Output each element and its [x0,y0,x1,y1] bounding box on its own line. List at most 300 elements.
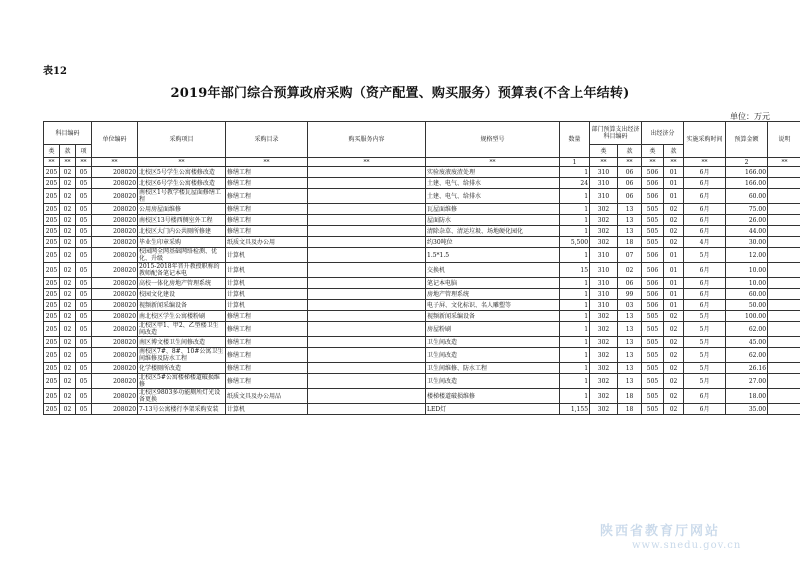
cell-kuan: 02 [60,322,76,337]
cell-xiang: 05 [76,226,92,237]
table-row [44,237,800,248]
cell-time: 5月 [684,248,726,263]
cell-note [768,263,800,278]
cell-note [768,189,800,204]
cell-spec: 土建、电气、给排水 [426,189,560,204]
cell-project: 北校区5#公寓楼梯楼道破损维修 [138,374,226,389]
cell-note [768,248,800,263]
cell-e1: 310 [590,300,618,311]
cell-project: 2015-2018年晋升教授职称的教师配备笔记本电 [138,263,226,278]
marker-cell: ** [44,158,60,167]
cell-unit: 208020 [92,204,138,215]
cell-catalog: 计算机 [226,289,308,300]
cell-e2: 13 [618,226,642,237]
cell-e4: 02 [664,363,684,374]
cell-time: 6月 [684,389,726,404]
header-exit-econ: 出经济分 [642,122,684,145]
cell-lei: 205 [44,322,60,337]
marker-cell: ** [590,158,618,167]
cell-e4: 02 [664,374,684,389]
cell-unit: 208020 [92,322,138,337]
cell-catalog: 纸质文具及办公用品 [226,389,308,404]
cell-e1: 310 [590,278,618,289]
cell-amount: 18.00 [726,389,768,404]
cell-e3: 505 [642,337,664,348]
cell-e4: 01 [664,300,684,311]
cell-xiang: 05 [76,278,92,289]
cell-service [308,300,426,311]
cell-xiang: 05 [76,237,92,248]
header-kuan: 款 [60,145,76,158]
cell-e4: 02 [664,226,684,237]
cell-note [768,204,800,215]
cell-service [308,322,426,337]
cell-kuan: 02 [60,248,76,263]
cell-e1: 310 [590,263,618,278]
header-exit-lei: 类 [642,145,664,158]
cell-lei: 205 [44,289,60,300]
cell-service [308,289,426,300]
cell-e2: 18 [618,389,642,404]
cell-kuan: 02 [60,263,76,278]
cell-e2: 13 [618,374,642,389]
unit-label: 单位：万元 [730,112,770,121]
cell-service [308,278,426,289]
cell-xiang: 05 [76,215,92,226]
cell-project: 北校区甲1、甲2、乙型楼卫生间改造 [138,322,226,337]
header-exit-kuan: 款 [664,145,684,158]
cell-time: 5月 [684,363,726,374]
header-unit-code: 单位编码 [92,122,138,158]
cell-xiang: 05 [76,263,92,278]
cell-service [308,374,426,389]
cell-e2: 02 [618,263,642,278]
cell-e3: 505 [642,348,664,363]
cell-e4: 02 [664,311,684,322]
cell-service [308,248,426,263]
cell-amount: 10.00 [726,263,768,278]
cell-amount: 35.00 [726,404,768,415]
cell-unit: 208020 [92,337,138,348]
cell-e3: 506 [642,289,664,300]
cell-service [308,363,426,374]
header-catalog: 采购目录 [226,122,308,158]
cell-e2: 18 [618,404,642,415]
cell-qty: 15 [560,263,590,278]
cell-e3: 505 [642,322,664,337]
cell-amount: 62.00 [726,348,768,363]
cell-time: 5月 [684,311,726,322]
cell-note [768,289,800,300]
cell-e4: 02 [664,404,684,415]
cell-time: 6月 [684,263,726,278]
table-row [44,263,800,278]
cell-kuan: 02 [60,289,76,300]
marker-cell: ** [226,158,308,167]
cell-qty: 1 [560,204,590,215]
cell-time: 5月 [684,374,726,389]
cell-catalog: 计算机 [226,300,308,311]
cell-unit: 208020 [92,289,138,300]
cell-note [768,374,800,389]
table-row [44,289,800,300]
cell-qty: 1 [560,311,590,322]
marker-cell: ** [60,158,76,167]
cell-unit: 208020 [92,404,138,415]
cell-e2: 13 [618,363,642,374]
cell-time: 6月 [684,300,726,311]
cell-service [308,237,426,248]
cell-e1: 302 [590,215,618,226]
table-row [44,389,800,404]
header-amount: 预算金额 [726,122,768,158]
cell-e1: 302 [590,389,618,404]
cell-e4: 02 [664,389,684,404]
cell-amount: 166.00 [726,167,768,178]
cell-catalog: 计算机 [226,248,308,263]
cell-unit: 208020 [92,300,138,311]
cell-time: 6月 [684,289,726,300]
cell-amount: 166.00 [726,178,768,189]
marker-cell: 2 [726,158,768,167]
header-note: 说明 [768,122,800,158]
header-service: 购买服务内容 [308,122,426,158]
cell-time: 5月 [684,322,726,337]
cell-amount: 50.00 [726,300,768,311]
cell-e4: 01 [664,178,684,189]
cell-time: 6月 [684,178,726,189]
cell-kuan: 02 [60,226,76,237]
cell-amount: 26.16 [726,363,768,374]
cell-e2: 13 [618,322,642,337]
cell-spec: 实验废液废渣处理 [426,167,560,178]
cell-spec: 卫生间改造 [426,337,560,348]
cell-e3: 505 [642,389,664,404]
cell-lei: 205 [44,348,60,363]
cell-time: 6月 [684,215,726,226]
cell-e4: 02 [664,237,684,248]
cell-service [308,337,426,348]
cell-unit: 208020 [92,215,138,226]
cell-lei: 205 [44,263,60,278]
cell-project: 北校区9803多功能厕所灯光设备更换 [138,389,226,404]
cell-e3: 506 [642,300,664,311]
cell-e3: 506 [642,278,664,289]
cell-e2: 18 [618,237,642,248]
cell-service [308,178,426,189]
cell-catalog: 修缮工程 [226,311,308,322]
cell-e3: 506 [642,189,664,204]
cell-lei: 205 [44,189,60,204]
cell-unit: 208020 [92,348,138,363]
cell-kuan: 02 [60,278,76,289]
cell-service [308,348,426,363]
cell-xiang: 05 [76,348,92,363]
cell-unit: 208020 [92,248,138,263]
cell-time: 6月 [684,189,726,204]
cell-note [768,337,800,348]
cell-project: 视频新闻采编设备 [138,300,226,311]
cell-catalog: 修缮工程 [226,204,308,215]
cell-e3: 505 [642,311,664,322]
document-id: 表12 [43,66,67,77]
cell-lei: 205 [44,226,60,237]
header-dept-econ: 部门预算支出经济科目编码 [590,122,642,145]
cell-note [768,311,800,322]
header-spec: 规格型号 [426,122,560,158]
cell-lei: 205 [44,215,60,226]
cell-e1: 302 [590,404,618,415]
cell-spec: 清除杂草、清运垃圾、场地硬化园化 [426,226,560,237]
cell-xiang: 05 [76,248,92,263]
cell-project: 7-13号公寓楼行李架采购安装 [138,404,226,415]
cell-catalog: 计算机 [226,278,308,289]
header-lei: 类 [44,145,60,158]
cell-e2: 13 [618,215,642,226]
table-row [44,226,800,237]
page-title: 2019年部门综合预算政府采购（资产配置、购买服务）预算表(不含上年结转) [170,86,630,101]
cell-unit: 208020 [92,389,138,404]
cell-e2: 07 [618,248,642,263]
cell-e4: 01 [664,167,684,178]
cell-amount: 100.00 [726,311,768,322]
cell-lei: 205 [44,311,60,322]
cell-note [768,363,800,374]
cell-e1: 302 [590,363,618,374]
cell-time: 6月 [684,404,726,415]
cell-note [768,278,800,289]
cell-unit: 208020 [92,178,138,189]
table-row [44,322,800,337]
cell-project: 毕业生印章采购 [138,237,226,248]
cell-qty: 1 [560,322,590,337]
cell-time: 6月 [684,204,726,215]
cell-e3: 506 [642,248,664,263]
cell-lei: 205 [44,374,60,389]
cell-e3: 505 [642,215,664,226]
marker-cell: ** [768,158,800,167]
cell-project: 北校区6号学生公寓楼修改造 [138,178,226,189]
table-row [44,204,800,215]
cell-e2: 13 [618,311,642,322]
table-row [44,215,800,226]
cell-e1: 310 [590,248,618,263]
cell-e4: 02 [664,204,684,215]
cell-e1: 302 [590,204,618,215]
cell-unit: 208020 [92,278,138,289]
header-dept-kuan: 款 [618,145,642,158]
cell-kuan: 02 [60,337,76,348]
cell-e1: 302 [590,322,618,337]
cell-e3: 505 [642,226,664,237]
cell-e1: 310 [590,189,618,204]
cell-e3: 506 [642,263,664,278]
cell-kuan: 02 [60,374,76,389]
header-xiang: 项 [76,145,92,158]
cell-spec: 卫生间改造 [426,348,560,363]
cell-time: 5月 [684,337,726,348]
cell-amount: 62.00 [726,322,768,337]
cell-qty: 1 [560,337,590,348]
cell-lei: 205 [44,167,60,178]
cell-e2: 13 [618,348,642,363]
cell-e4: 01 [664,189,684,204]
cell-spec: 笔记本电脑 [426,278,560,289]
cell-time: 4月 [684,237,726,248]
cell-unit: 208020 [92,167,138,178]
cell-spec: 瓦屋面维修 [426,204,560,215]
cell-note [768,404,800,415]
cell-qty: 1 [560,248,590,263]
cell-amount: 75.00 [726,204,768,215]
cell-kuan: 02 [60,167,76,178]
cell-catalog: 修缮工程 [226,215,308,226]
cell-amount: 10.00 [726,278,768,289]
cell-kuan: 02 [60,300,76,311]
table-row [44,278,800,289]
cell-qty: 1 [560,300,590,311]
cell-qty: 1 [560,348,590,363]
cell-e1: 310 [590,178,618,189]
cell-amount: 27.00 [726,374,768,389]
cell-qty: 1 [560,374,590,389]
cell-unit: 208020 [92,363,138,374]
marker-cell: ** [426,158,560,167]
cell-lei: 205 [44,404,60,415]
cell-xiang: 05 [76,300,92,311]
cell-kuan: 02 [60,178,76,189]
cell-kuan: 02 [60,204,76,215]
cell-service [308,263,426,278]
table-body [44,158,800,415]
table-row [44,178,800,189]
cell-amount: 60.00 [726,189,768,204]
cell-qty: 1 [560,289,590,300]
cell-e2: 06 [618,278,642,289]
cell-qty: 24 [560,178,590,189]
cell-project: 高校一体化房地产管理系统 [138,278,226,289]
cell-e4: 01 [664,278,684,289]
marker-cell: ** [138,158,226,167]
cell-project: 化学楼厕所改造 [138,363,226,374]
cell-catalog: 修缮工程 [226,337,308,348]
cell-unit: 208020 [92,311,138,322]
table-row [44,404,800,415]
cell-note [768,178,800,189]
cell-lei: 205 [44,337,60,348]
cell-e3: 505 [642,374,664,389]
cell-lei: 205 [44,389,60,404]
cell-kuan: 02 [60,363,76,374]
header-row-1 [44,122,800,145]
cell-qty: 1,155 [560,404,590,415]
cell-qty: 1 [560,167,590,178]
marker-cell: ** [76,158,92,167]
cell-qty: 1 [560,215,590,226]
table-row [44,311,800,322]
cell-catalog: 修缮工程 [226,167,308,178]
cell-qty: 1 [560,189,590,204]
cell-xiang: 05 [76,374,92,389]
header-project: 采购项目 [138,122,226,158]
cell-unit: 208020 [92,374,138,389]
cell-xiang: 05 [76,167,92,178]
cell-catalog: 修缮工程 [226,178,308,189]
cell-spec: 卫生间维修、防水工程 [426,363,560,374]
cell-kuan: 02 [60,189,76,204]
cell-lei: 205 [44,300,60,311]
cell-xiang: 05 [76,189,92,204]
cell-kuan: 02 [60,348,76,363]
cell-lei: 205 [44,363,60,374]
cell-spec: 视频新闻采编设备 [426,311,560,322]
cell-amount: 45.00 [726,337,768,348]
cell-amount: 26.00 [726,215,768,226]
table-row [44,337,800,348]
cell-e1: 302 [590,237,618,248]
cell-xiang: 05 [76,404,92,415]
cell-e4: 01 [664,263,684,278]
cell-amount: 44.00 [726,226,768,237]
cell-spec: 交换机 [426,263,560,278]
cell-spec: 房屋粉刷 [426,322,560,337]
cell-unit: 208020 [92,226,138,237]
cell-qty: 1 [560,363,590,374]
cell-e1: 302 [590,374,618,389]
cell-xiang: 05 [76,322,92,337]
cell-e4: 02 [664,348,684,363]
watermark-url: www.snedu.gov.cn [632,540,742,551]
cell-xiang: 05 [76,337,92,348]
cell-catalog: 修缮工程 [226,348,308,363]
cell-e2: 13 [618,204,642,215]
cell-e3: 505 [642,404,664,415]
cell-xiang: 05 [76,389,92,404]
cell-spec: 约30吨位 [426,237,560,248]
cell-e4: 02 [664,215,684,226]
cell-qty: 1 [560,389,590,404]
cell-e4: 01 [664,289,684,300]
cell-e4: 02 [664,337,684,348]
cell-note [768,348,800,363]
cell-lei: 205 [44,178,60,189]
cell-qty: 5,500 [560,237,590,248]
cell-spec: 房地产管理系统 [426,289,560,300]
cell-catalog: 修缮工程 [226,189,308,204]
cell-e1: 302 [590,337,618,348]
cell-kuan: 02 [60,215,76,226]
marker-cell: ** [642,158,664,167]
header-quantity: 数量 [560,122,590,158]
cell-xiang: 05 [76,311,92,322]
cell-note [768,215,800,226]
cell-spec: 楼梯楼道破损维修 [426,389,560,404]
cell-e2: 03 [618,300,642,311]
cell-qty: 1 [560,278,590,289]
cell-e3: 505 [642,204,664,215]
cell-lei: 205 [44,204,60,215]
cell-e2: 06 [618,189,642,204]
cell-service [308,215,426,226]
cell-service [308,226,426,237]
cell-project: 南校区13号楼西侧室外工程 [138,215,226,226]
cell-e2: 06 [618,167,642,178]
cell-qty: 1 [560,226,590,237]
cell-project: 校园文化建设 [138,289,226,300]
watermark: 陕西省教育厅网站 [600,524,721,539]
cell-note [768,322,800,337]
cell-amount: 60.00 [726,289,768,300]
